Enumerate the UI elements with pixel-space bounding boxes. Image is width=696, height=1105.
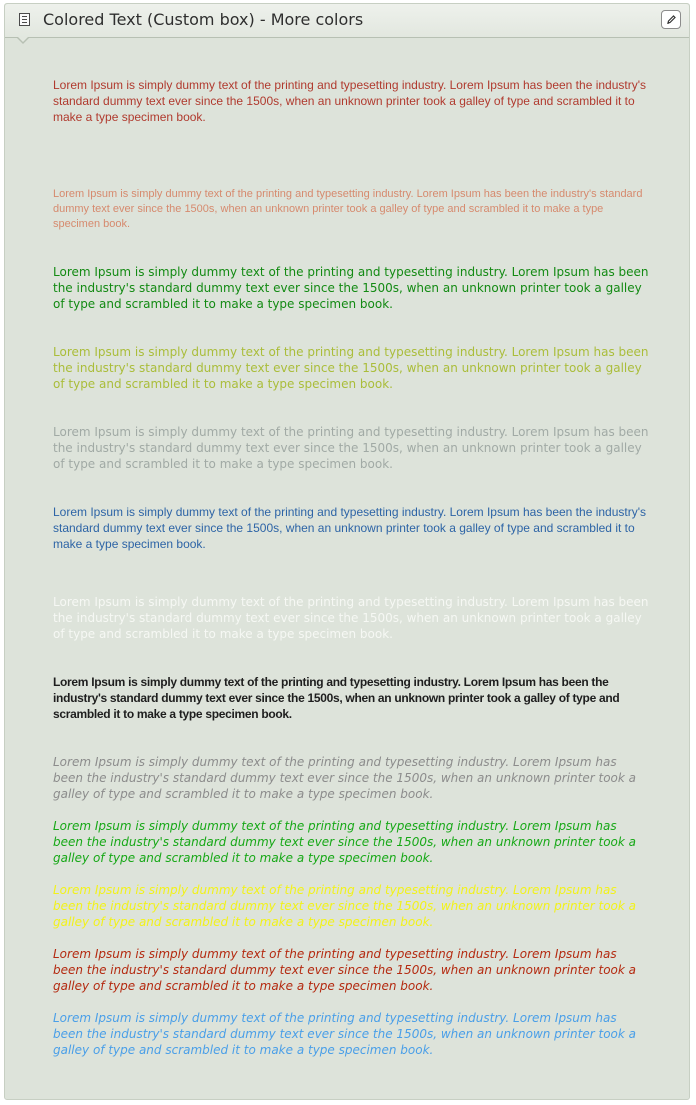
custom-box-panel <box>4 3 690 1100</box>
text-paragraph-grey-italic: Lorem Ipsum is simply dummy text of the printing and typesetting industry. Lorem Ipsum has been the industry's standard dummy text ever since the 1500s, when an unknown printer took a galley of type and scrambled it to make a type specimen book. <box>53 755 637 801</box>
header-pointer <box>16 37 30 44</box>
text-paragraph-salmon: Lorem Ipsum is simply dummy text of the printing and typesetting industry. Lorem Ipsum has been the industry's standard dummy text ever since the 1500s, when an unknown printer took a galley of type and scrambled it to make a type specimen book. <box>53 188 643 230</box>
document-icon <box>19 13 30 26</box>
text-paragraph-olive: Lorem Ipsum is simply dummy text of the printing and typesetting industry. Lorem Ipsum has been the industry's standard dummy text ever since the 1500s, when an unknown printer took a galley of type and scrambled it to make a type specimen book. <box>53 345 649 391</box>
text-paragraph-black-bold: Lorem Ipsum is simply dummy text of the printing and typesetting industry. Lorem Ipsum has been the industry's standard dummy text ever since the 1500s, when an unknown printer took a galley of type and scrambled it to make a type specimen book. <box>53 675 620 721</box>
text-paragraph-grey: Lorem Ipsum is simply dummy text of the printing and typesetting industry. Lorem Ipsum has been the industry's standard dummy text ever since the 1500s, when an unknown printer took a galley of type and scrambled it to make a type specimen book. <box>53 425 649 471</box>
text-paragraph-green: Lorem Ipsum is simply dummy text of the printing and typesetting industry. Lorem Ipsum has been the industry's standard dummy text ever since the 1500s, when an unknown printer took a galley of type and scrambled it to make a type specimen book. <box>53 265 649 311</box>
text-paragraph-red-italic: Lorem Ipsum is simply dummy text of the printing and typesetting industry. Lorem Ipsum has been the industry's standard dummy text ever since the 1500s, when an unknown printer took a galley of type and scrambled it to make a type specimen book. <box>53 947 637 993</box>
text-paragraph-white: Lorem Ipsum is simply dummy text of the printing and typesetting industry. Lorem Ipsum has been the industry's standard dummy text ever since the 1500s, when an unknown printer took a galley of type and scrambled it to make a type specimen book. <box>53 595 649 641</box>
pencil-icon <box>666 14 677 25</box>
text-paragraph-blue: Lorem Ipsum is simply dummy text of the printing and typesetting industry. Lorem Ipsum has been the industry's standard dummy text ever since the 1500s, when an unknown printer took a galley of type and scrambled it to make a type specimen book. <box>53 505 647 551</box>
text-paragraph-dark-red: Lorem Ipsum is simply dummy text of the printing and typesetting industry. Lorem Ipsum has been the industry's standard dummy text ever since the 1500s, when an unknown printer took a galley of type and scrambled it to make a type specimen book. <box>53 78 647 124</box>
panel-title: Colored Text (Custom box) - More colors <box>43 10 364 29</box>
edit-button[interactable] <box>661 10 681 29</box>
text-paragraph-yellow-italic: Lorem Ipsum is simply dummy text of the printing and typesetting industry. Lorem Ipsum has been the industry's standard dummy text ever since the 1500s, when an unknown printer took a galley of type and scrambled it to make a type specimen book. <box>53 883 637 929</box>
text-paragraph-green-italic: Lorem Ipsum is simply dummy text of the printing and typesetting industry. Lorem Ipsum has been the industry's standard dummy text ever since the 1500s, when an unknown printer took a galley of type and scrambled it to make a type specimen book. <box>53 819 637 865</box>
panel-header <box>5 4 689 38</box>
text-paragraph-light-blue-italic: Lorem Ipsum is simply dummy text of the printing and typesetting industry. Lorem Ipsum has been the industry's standard dummy text ever since the 1500s, when an unknown printer took a galley of type and scrambled it to make a type specimen book. <box>53 1011 637 1057</box>
